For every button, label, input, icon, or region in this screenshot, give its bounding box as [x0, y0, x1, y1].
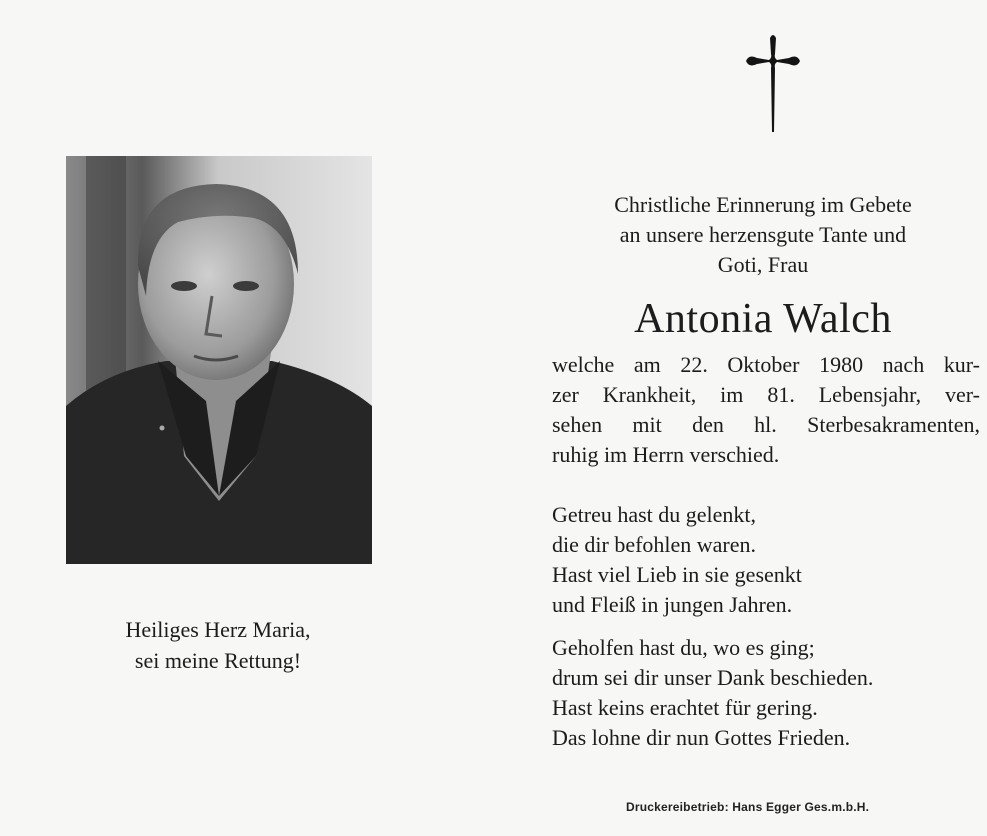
- poem-line: Getreu hast du gelenkt,: [552, 502, 757, 527]
- prayer-line: sei meine Rettung!: [134, 648, 302, 673]
- death-line: ruhig im Herrn verschied.: [552, 442, 780, 467]
- cross-icon: [745, 32, 801, 134]
- intro-line: Christliche Erinnerung im Gebete: [614, 192, 912, 217]
- prayer-line: Heiliges Herz Maria,: [125, 617, 311, 642]
- printer-credit: Druckereibetrieb: Hans Egger Ges.m.b.H.: [626, 800, 870, 814]
- poem-line: Das lohne dir nun Gottes Frieden.: [552, 725, 851, 750]
- poem-line: Hast keins erachtet für gering.: [552, 695, 818, 720]
- death-line: zer Krankheit, im 81. Lebensjahr, ver-: [552, 382, 980, 407]
- poem-stanza-1: [552, 500, 982, 620]
- prayer-text: [70, 614, 366, 676]
- portrait-photo: [66, 156, 372, 564]
- intro-line: an unsere herzensgute Tante und: [619, 222, 907, 247]
- poem-line: drum sei dir unser Dank beschieden.: [552, 665, 874, 690]
- death-line: sehen mit den hl. Sterbesakramenten,: [552, 412, 980, 437]
- death-line: welche am 22. Oktober 1980 nach kur-: [552, 352, 980, 377]
- poem-line: Geholfen hast du, wo es ging;: [552, 635, 815, 660]
- poem-line: und Fleiß in jungen Jahren.: [552, 592, 793, 617]
- intro-text: [540, 190, 986, 280]
- deceased-name: Antonia Walch: [634, 296, 892, 342]
- poem-stanza-2: [552, 633, 982, 753]
- intro-line: Goti, Frau: [717, 252, 809, 277]
- poem-line: Hast viel Lieb in sie gesenkt: [552, 562, 802, 587]
- death-notice: [552, 350, 980, 470]
- poem-line: die dir befohlen waren.: [552, 532, 757, 557]
